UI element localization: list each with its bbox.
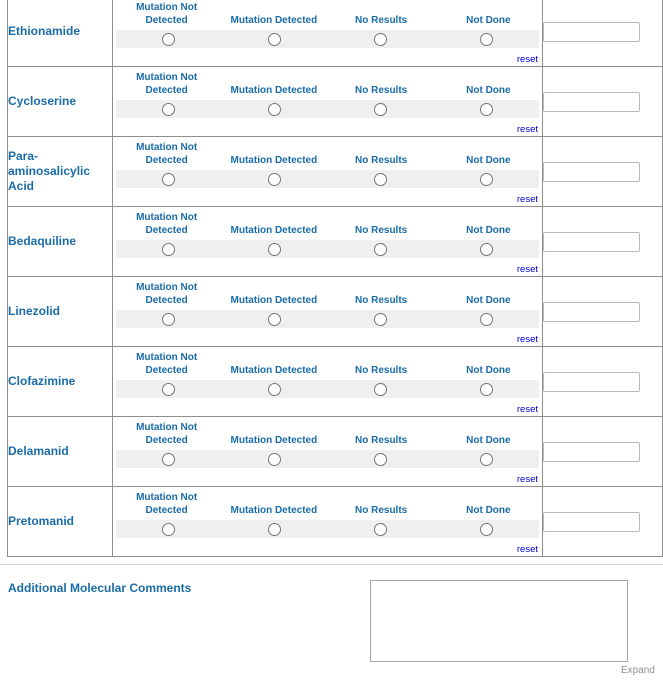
radio-slot xyxy=(328,453,434,466)
option-header-mutation-not-detected: Mutation Not Detected xyxy=(136,212,198,236)
drug-row xyxy=(8,277,663,347)
radio-slot xyxy=(116,523,222,536)
drug-row xyxy=(8,207,663,277)
reset-link[interactable]: reset xyxy=(516,544,538,555)
reset-row xyxy=(113,188,542,206)
radio-slot xyxy=(433,33,539,46)
options-header xyxy=(113,0,542,27)
additional-molecular-comments-textarea[interactable] xyxy=(370,580,628,662)
result-options-cell xyxy=(113,347,543,417)
not-done-radio[interactable] xyxy=(480,453,493,466)
radio-slot xyxy=(328,103,434,116)
drug-value-cell xyxy=(543,67,663,137)
radio-slot xyxy=(433,103,539,116)
mutation-detected-radio[interactable] xyxy=(268,383,281,396)
reset-row xyxy=(113,538,542,556)
mutation-not-detected-radio[interactable] xyxy=(162,523,175,536)
expand-link[interactable]: Expand xyxy=(621,665,655,676)
radio-slot xyxy=(328,523,434,536)
mutation-detected-radio[interactable] xyxy=(268,173,281,186)
not-done-radio[interactable] xyxy=(480,523,493,536)
drug-row xyxy=(8,417,663,487)
mutation-detected-radio[interactable] xyxy=(268,453,281,466)
options-header xyxy=(113,417,542,447)
radio-bar xyxy=(116,30,539,48)
option-header-mutation-not-detected: Mutation Not Detected xyxy=(136,72,198,96)
no-results-radio[interactable] xyxy=(374,173,387,186)
reset-link[interactable]: reset xyxy=(516,404,538,415)
radio-slot xyxy=(116,103,222,116)
option-header-mutation-not-detected: Mutation Not Detected xyxy=(136,422,198,446)
option-header-mutation-not-detected: Mutation Not Detected xyxy=(136,352,198,376)
radio-slot xyxy=(222,103,328,116)
result-options-cell xyxy=(113,207,543,277)
mutation-not-detected-radio[interactable] xyxy=(162,173,175,186)
option-header-not-done: Not Done xyxy=(466,435,511,446)
drug-value-input[interactable] xyxy=(543,162,640,182)
drug-value-input[interactable] xyxy=(543,442,640,462)
drug-value-cell xyxy=(543,0,663,67)
mutation-detected-radio[interactable] xyxy=(268,33,281,46)
mutation-detected-radio[interactable] xyxy=(268,523,281,536)
options-header xyxy=(113,207,542,237)
drug-value-input[interactable] xyxy=(543,92,640,112)
radio-slot xyxy=(328,243,434,256)
reset-link[interactable]: reset xyxy=(516,264,538,275)
not-done-radio[interactable] xyxy=(480,103,493,116)
mutation-not-detected-radio[interactable] xyxy=(162,243,175,256)
reset-link[interactable]: reset xyxy=(516,334,538,345)
option-header-not-done: Not Done xyxy=(466,505,511,516)
not-done-radio[interactable] xyxy=(480,313,493,326)
drug-row xyxy=(8,137,663,207)
result-options-cell xyxy=(113,417,543,487)
drug-name-label: Delamanid xyxy=(8,417,113,487)
option-header-mutation-not-detected: Mutation Not Detected xyxy=(136,142,198,166)
option-header-not-done: Not Done xyxy=(466,365,511,376)
reset-row xyxy=(113,118,542,136)
no-results-radio[interactable] xyxy=(374,243,387,256)
radio-slot xyxy=(433,173,539,186)
radio-slot xyxy=(328,313,434,326)
options-header xyxy=(113,347,542,377)
mutation-detected-radio[interactable] xyxy=(268,103,281,116)
option-header-mutation-detected: Mutation Detected xyxy=(230,225,318,236)
drug-value-input[interactable] xyxy=(543,22,640,42)
radio-slot xyxy=(433,383,539,396)
options-header xyxy=(113,67,542,97)
reset-link[interactable]: reset xyxy=(516,124,538,135)
reset-row xyxy=(113,48,542,66)
option-header-no-results: No Results xyxy=(355,225,408,236)
radio-slot xyxy=(328,383,434,396)
drug-value-cell xyxy=(543,277,663,347)
option-header-mutation-detected: Mutation Detected xyxy=(230,505,318,516)
result-options-cell xyxy=(113,0,543,67)
drug-name-label: Cycloserine xyxy=(8,67,113,137)
drug-value-input[interactable] xyxy=(543,512,640,532)
drug-value-cell xyxy=(543,487,663,557)
option-header-not-done: Not Done xyxy=(466,15,511,26)
drug-value-input[interactable] xyxy=(543,372,640,392)
radio-bar xyxy=(116,520,539,538)
drug-row xyxy=(8,0,663,67)
not-done-radio[interactable] xyxy=(480,383,493,396)
drug-value-cell xyxy=(543,207,663,277)
radio-slot xyxy=(116,243,222,256)
no-results-radio[interactable] xyxy=(374,523,387,536)
option-header-mutation-detected: Mutation Detected xyxy=(230,295,318,306)
option-header-no-results: No Results xyxy=(355,85,408,96)
reset-row xyxy=(113,328,542,346)
mutation-not-detected-radio[interactable] xyxy=(162,383,175,396)
option-header-not-done: Not Done xyxy=(466,155,511,166)
radio-slot xyxy=(222,243,328,256)
mutation-detected-radio[interactable] xyxy=(268,313,281,326)
not-done-radio[interactable] xyxy=(480,173,493,186)
option-header-mutation-not-detected: Mutation Not Detected xyxy=(136,2,198,26)
radio-slot xyxy=(116,33,222,46)
drug-value-input[interactable] xyxy=(543,302,640,322)
radio-slot xyxy=(433,523,539,536)
reset-link[interactable]: reset xyxy=(516,194,538,205)
reset-row xyxy=(113,258,542,276)
radio-slot xyxy=(116,313,222,326)
options-header xyxy=(113,487,542,517)
radio-slot xyxy=(116,453,222,466)
radio-slot xyxy=(328,33,434,46)
drug-row xyxy=(8,67,663,137)
radio-slot xyxy=(433,453,539,466)
mutation-not-detected-radio[interactable] xyxy=(162,103,175,116)
no-results-radio[interactable] xyxy=(374,453,387,466)
result-options-cell xyxy=(113,487,543,557)
drug-results-table xyxy=(7,0,663,557)
radio-slot xyxy=(222,173,328,186)
option-header-not-done: Not Done xyxy=(466,295,511,306)
radio-slot xyxy=(433,313,539,326)
radio-bar xyxy=(116,240,539,258)
option-header-mutation-not-detected: Mutation Not Detected xyxy=(136,282,198,306)
drug-name-label: Bedaquiline xyxy=(8,207,113,277)
not-done-radio[interactable] xyxy=(480,33,493,46)
drug-name-label: Clofazimine xyxy=(8,347,113,417)
drug-name-label: Pretomanid xyxy=(8,487,113,557)
radio-slot xyxy=(328,173,434,186)
result-options-cell xyxy=(113,277,543,347)
radio-slot xyxy=(222,313,328,326)
reset-link[interactable]: reset xyxy=(516,54,538,65)
options-header xyxy=(113,277,542,307)
drug-name-label: Linezolid xyxy=(8,277,113,347)
option-header-not-done: Not Done xyxy=(466,85,511,96)
option-header-no-results: No Results xyxy=(355,365,408,376)
radio-bar xyxy=(116,450,539,468)
option-header-mutation-detected: Mutation Detected xyxy=(230,15,318,26)
mutation-not-detected-radio[interactable] xyxy=(162,453,175,466)
reset-link[interactable]: reset xyxy=(516,474,538,485)
drug-results-table-wrap xyxy=(7,0,662,557)
radio-slot xyxy=(433,243,539,256)
radio-bar xyxy=(116,100,539,118)
radio-slot xyxy=(116,173,222,186)
option-header-no-results: No Results xyxy=(355,155,408,166)
option-header-mutation-detected: Mutation Detected xyxy=(230,435,318,446)
options-header xyxy=(113,137,542,167)
mutation-not-detected-radio[interactable] xyxy=(162,33,175,46)
result-options-cell xyxy=(113,67,543,137)
drug-row xyxy=(8,347,663,417)
section-divider xyxy=(0,564,663,565)
mutation-detected-radio[interactable] xyxy=(268,243,281,256)
no-results-radio[interactable] xyxy=(374,313,387,326)
result-options-cell xyxy=(113,137,543,207)
radio-bar xyxy=(116,380,539,398)
drug-value-cell xyxy=(543,417,663,487)
option-header-no-results: No Results xyxy=(355,15,408,26)
option-header-mutation-detected: Mutation Detected xyxy=(230,85,318,96)
option-header-no-results: No Results xyxy=(355,505,408,516)
reset-row xyxy=(113,468,542,486)
option-header-mutation-not-detected: Mutation Not Detected xyxy=(136,492,198,516)
radio-slot xyxy=(222,523,328,536)
option-header-no-results: No Results xyxy=(355,435,408,446)
radio-slot xyxy=(222,453,328,466)
drug-name-label: Ethionamide xyxy=(8,0,113,67)
drug-value-input[interactable] xyxy=(543,232,640,252)
drug-name-label: Para-aminosalicylic Acid xyxy=(8,137,113,207)
option-header-not-done: Not Done xyxy=(466,225,511,236)
no-results-radio[interactable] xyxy=(374,33,387,46)
radio-slot xyxy=(116,383,222,396)
additional-molecular-comments-label: Additional Molecular Comments xyxy=(8,581,192,595)
radio-bar xyxy=(116,310,539,328)
radio-slot xyxy=(222,383,328,396)
option-header-mutation-detected: Mutation Detected xyxy=(230,365,318,376)
option-header-mutation-detected: Mutation Detected xyxy=(230,155,318,166)
no-results-radio[interactable] xyxy=(374,103,387,116)
not-done-radio[interactable] xyxy=(480,243,493,256)
option-header-no-results: No Results xyxy=(355,295,408,306)
drug-row xyxy=(8,487,663,557)
radio-slot xyxy=(222,33,328,46)
radio-bar xyxy=(116,170,539,188)
mutation-not-detected-radio[interactable] xyxy=(162,313,175,326)
drug-value-cell xyxy=(543,137,663,207)
reset-row xyxy=(113,398,542,416)
no-results-radio[interactable] xyxy=(374,383,387,396)
drug-value-cell xyxy=(543,347,663,417)
